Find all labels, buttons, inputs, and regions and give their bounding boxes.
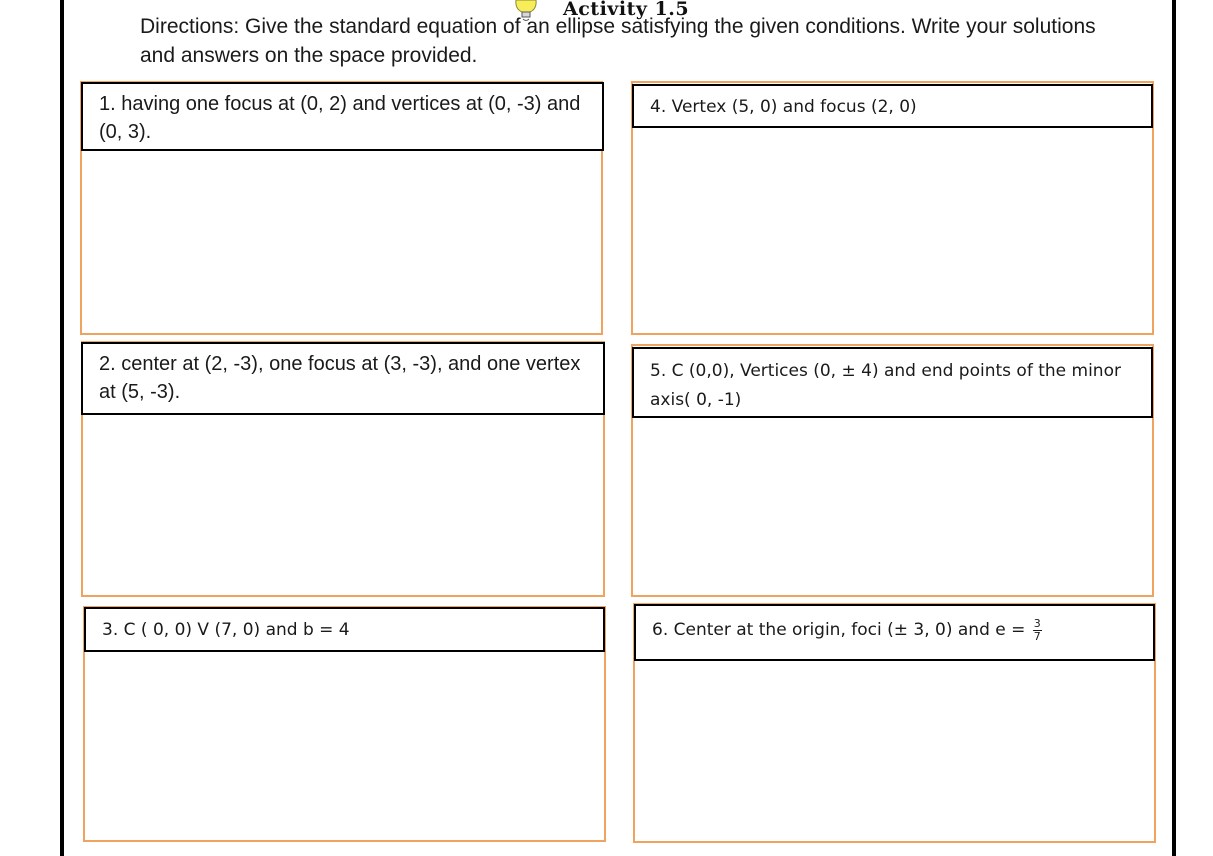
eccentricity-fraction bbox=[1033, 618, 1042, 643]
question-2-text: center at (2, -3), one focus at (3, -3), and one vertex at (5, -3). bbox=[99, 353, 581, 403]
question-5-text: C (0,0), Vertices (0, ± 4) and end points of the minor axis( 0, -1) bbox=[650, 361, 1121, 410]
question-2-header bbox=[81, 342, 605, 415]
question-6-header bbox=[634, 604, 1155, 661]
question-3-header bbox=[84, 607, 605, 652]
page-margin-left-line bbox=[60, 0, 64, 856]
question-6-text: Center at the origin, foci (± 3, 0) and e = bbox=[673, 620, 1026, 640]
activity-title: Activity 1.5 bbox=[563, 0, 690, 20]
fraction-numerator: 3 bbox=[1033, 616, 1041, 630]
page-margin-right-line bbox=[1172, 0, 1176, 856]
question-2-number: 2. bbox=[99, 353, 116, 375]
question-3-text: C ( 0, 0) V (7, 0) and b = 4 bbox=[123, 620, 350, 640]
question-1-number: 1. bbox=[99, 93, 116, 115]
question-5-number: 5. bbox=[650, 361, 667, 381]
question-4-header bbox=[632, 84, 1153, 128]
question-1-text: having one focus at (0, 2) and vertices at (0, -3) and (0, 3). bbox=[99, 93, 581, 143]
question-3-number: 3. bbox=[102, 620, 119, 640]
question-6-number: 6. bbox=[652, 620, 669, 640]
directions-text: Directions: Give the standard equation of an ellipse satisfying the given conditions. Write your solutions and answers on the space provided. bbox=[140, 15, 1096, 67]
question-1-header bbox=[81, 82, 604, 151]
question-4-text: Vertex (5, 0) and focus (2, 0) bbox=[671, 97, 917, 117]
question-4-number: 4. bbox=[650, 97, 667, 117]
fraction-denominator: 7 bbox=[1033, 629, 1041, 643]
question-5-header bbox=[632, 347, 1153, 418]
